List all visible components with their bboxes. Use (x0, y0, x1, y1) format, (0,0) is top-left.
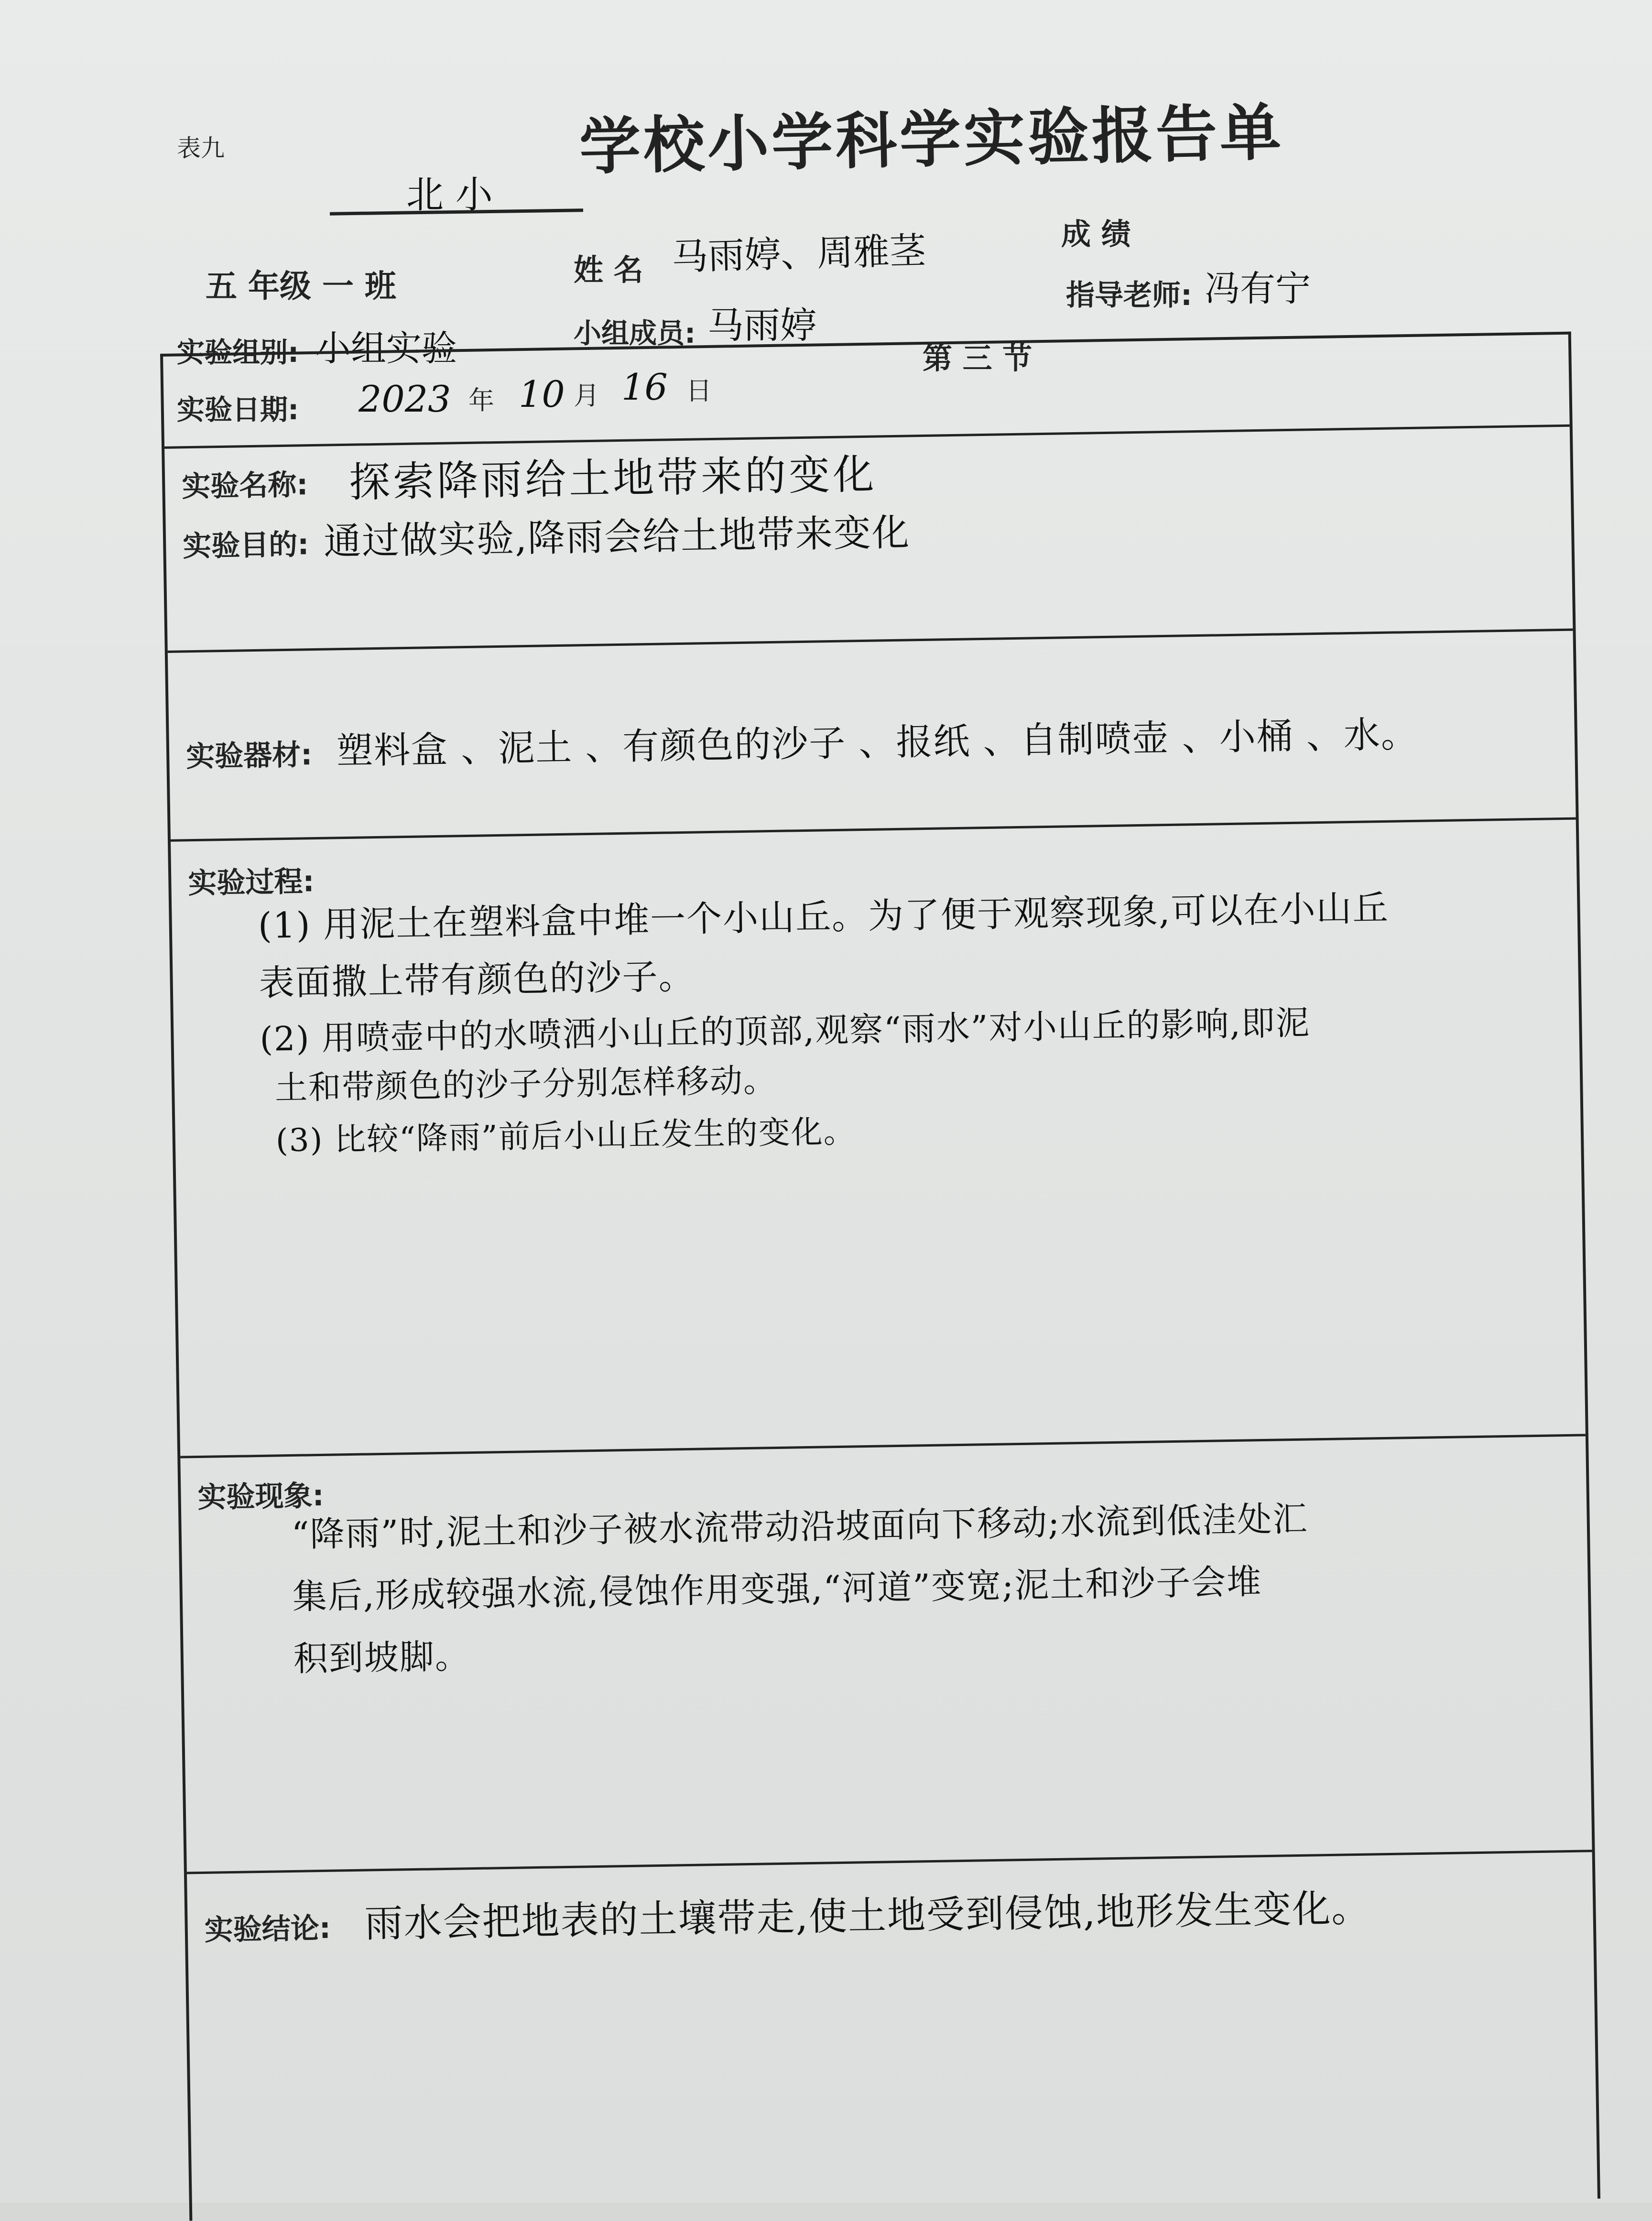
name-label: 姓 名 (574, 252, 643, 287)
phenomenon-line: 集后,形成较强水流,侵蚀作用变强,“河道”变宽;泥土和沙子会堆 (292, 1561, 1262, 1617)
process-label: 实验过程: (187, 865, 315, 901)
row-divider (187, 1850, 1592, 1874)
date-label: 实验日期: (177, 393, 299, 426)
phenomenon-line: “降雨”时,泥土和沙子被水流带动沿坡面向下移动;水流到低洼处汇 (291, 1498, 1308, 1555)
group-value: 小组实验 (315, 328, 457, 369)
materials-value: 塑料盒 、泥土 、有颜色的沙子 、报纸 、自制喷壶 、小桶 、水。 (336, 712, 1419, 773)
row-divider (168, 629, 1573, 653)
process-line: (1) 用泥土在塑料盒中堆一个小山丘。为了便于观察现象,可以在小山丘 (258, 887, 1390, 947)
experiment-name-value: 探索降雨给土地带来的变化 (348, 450, 877, 507)
date-month: 10 (519, 373, 565, 415)
experiment-name-label: 实验名称: (181, 468, 308, 504)
phenomenon-label: 实验现象: (197, 1479, 325, 1515)
grade-class: 五 年级 一 班 (206, 268, 396, 305)
document-title: 学校小学科学实验报告单 (578, 97, 1285, 183)
members-label: 小组成员: (574, 317, 696, 349)
period-label: 第 三 节 (923, 341, 1032, 376)
year-char: 年 (468, 385, 494, 415)
purpose-label: 实验目的: (182, 528, 309, 564)
row-divider (171, 817, 1576, 842)
process-line: (3) 比较“降雨”前后小山丘发生的变化。 (275, 1113, 857, 1159)
phenomenon-line: 积到坡脚。 (293, 1636, 471, 1679)
row-divider (180, 1434, 1586, 1458)
school-name: 北 小 (406, 174, 493, 217)
conclusion-label: 实验结论: (204, 1911, 331, 1947)
score-label: 成 绩 (1061, 217, 1131, 251)
group-label: 实验组别: (177, 336, 299, 369)
date-year: 2023 (359, 378, 451, 420)
process-line: (2) 用喷壶中的水喷洒小山丘的顶部,观察“雨水”对小山丘的影响,即泥 (259, 1003, 1311, 1059)
conclusion-value: 雨水会把地表的土壤带走,使土地受到侵蚀,地形发生变化。 (364, 1885, 1371, 1946)
date-day: 16 (621, 366, 668, 408)
table-number-label: 表九 (177, 134, 225, 162)
materials-label: 实验器材: (185, 738, 313, 774)
teacher-value: 冯有宁 (1205, 268, 1311, 309)
name-value: 马雨婷、周雅茎 (671, 229, 927, 278)
members-value: 马雨婷 (707, 304, 816, 347)
process-line: 土和带颜色的沙子分别怎样移动。 (274, 1061, 777, 1108)
report-table (160, 332, 1600, 2221)
process-line: 表面撒上带有颜色的沙子。 (259, 956, 696, 1004)
month-char: 月 (574, 381, 599, 411)
purpose-value: 通过做实验,降雨会给土地带来变化 (323, 511, 911, 564)
day-char: 日 (686, 376, 712, 406)
teacher-label: 指导老师: (1066, 279, 1192, 312)
